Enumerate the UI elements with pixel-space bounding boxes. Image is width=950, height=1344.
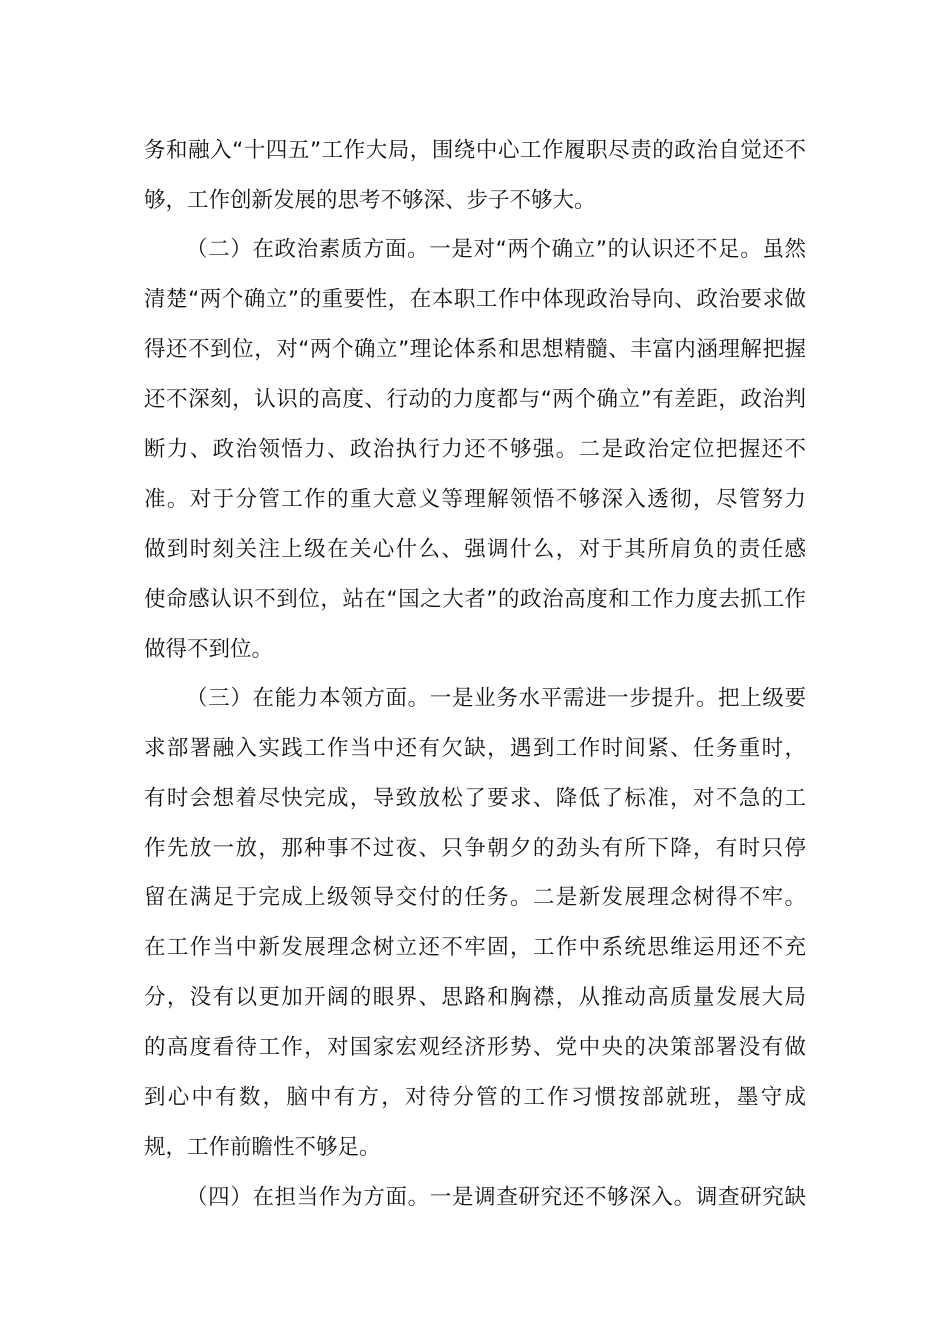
text-line: 够，工作创新发展的思考不够深、步子不够大。: [144, 188, 596, 213]
paragraph-heading-line: （四）在担当作为方面。一是调查研究还不够深入。调查研究缺: [186, 1185, 806, 1210]
text-line: 作先放一放，那种事不过夜、只争朝夕的劲头有所下降，有时只停: [144, 836, 806, 861]
paragraph-heading-line: （二）在政治素质方面。一是对“两个确立”的认识还不足。虽然: [186, 237, 806, 262]
text-line: 的高度看待工作，对国家宏观经济形势、党中央的决策部署没有做: [144, 1035, 806, 1060]
text-line: 规，工作前瞻性不够足。: [144, 1135, 381, 1160]
text-line: 到心中有数，脑中有方，对待分管的工作习惯按部就班，墨守成: [144, 1085, 806, 1110]
text-line: 断力、政治领悟力、政治执行力还不够强。二是政治定位把握还不: [144, 437, 806, 462]
text-line: 在工作当中新发展理念树立还不牢固，工作中系统思维运用还不充: [144, 935, 806, 960]
text-line: 务和融入“十四五”工作大局，围绕中心工作履职尽责的政治自觉还不: [144, 138, 806, 163]
text-line: 使命感认识不到位，站在“国之大者”的政治高度和工作力度去抓工作: [144, 587, 806, 612]
text-line: 得还不到位，对“两个确立”理论体系和思想精髓、丰富内涵理解把握: [144, 337, 806, 362]
text-line: 求部署融入实践工作当中还有欠缺，遇到工作时间紧、任务重时，: [144, 736, 806, 761]
text-line: 还不深刻，认识的高度、行动的力度都与“两个确立”有差距，政治判: [144, 387, 806, 412]
text-line: 准。对于分管工作的重大意义等理解领悟不够深入透彻，尽管努力: [144, 487, 806, 512]
text-line: 留在满足于完成上级领导交付的任务。二是新发展理念树得不牢。: [144, 885, 806, 910]
text-line: 做到时刻关注上级在关心什么、强调什么，对于其所肩负的责任感: [144, 537, 806, 562]
paragraph-heading-line: （三）在能力本领方面。一是业务水平需进一步提升。把上级要: [186, 686, 806, 711]
text-line: 清楚“两个确立”的重要性，在本职工作中体现政治导向、政治要求做: [144, 287, 806, 312]
text-line: 有时会想着尽快完成，导致放松了要求、降低了标准，对不急的工: [144, 786, 806, 811]
text-line: 做得不到位。: [144, 637, 274, 662]
text-line: 分，没有以更加开阔的眼界、思路和胸襟，从推动高质量发展大局: [144, 985, 806, 1010]
